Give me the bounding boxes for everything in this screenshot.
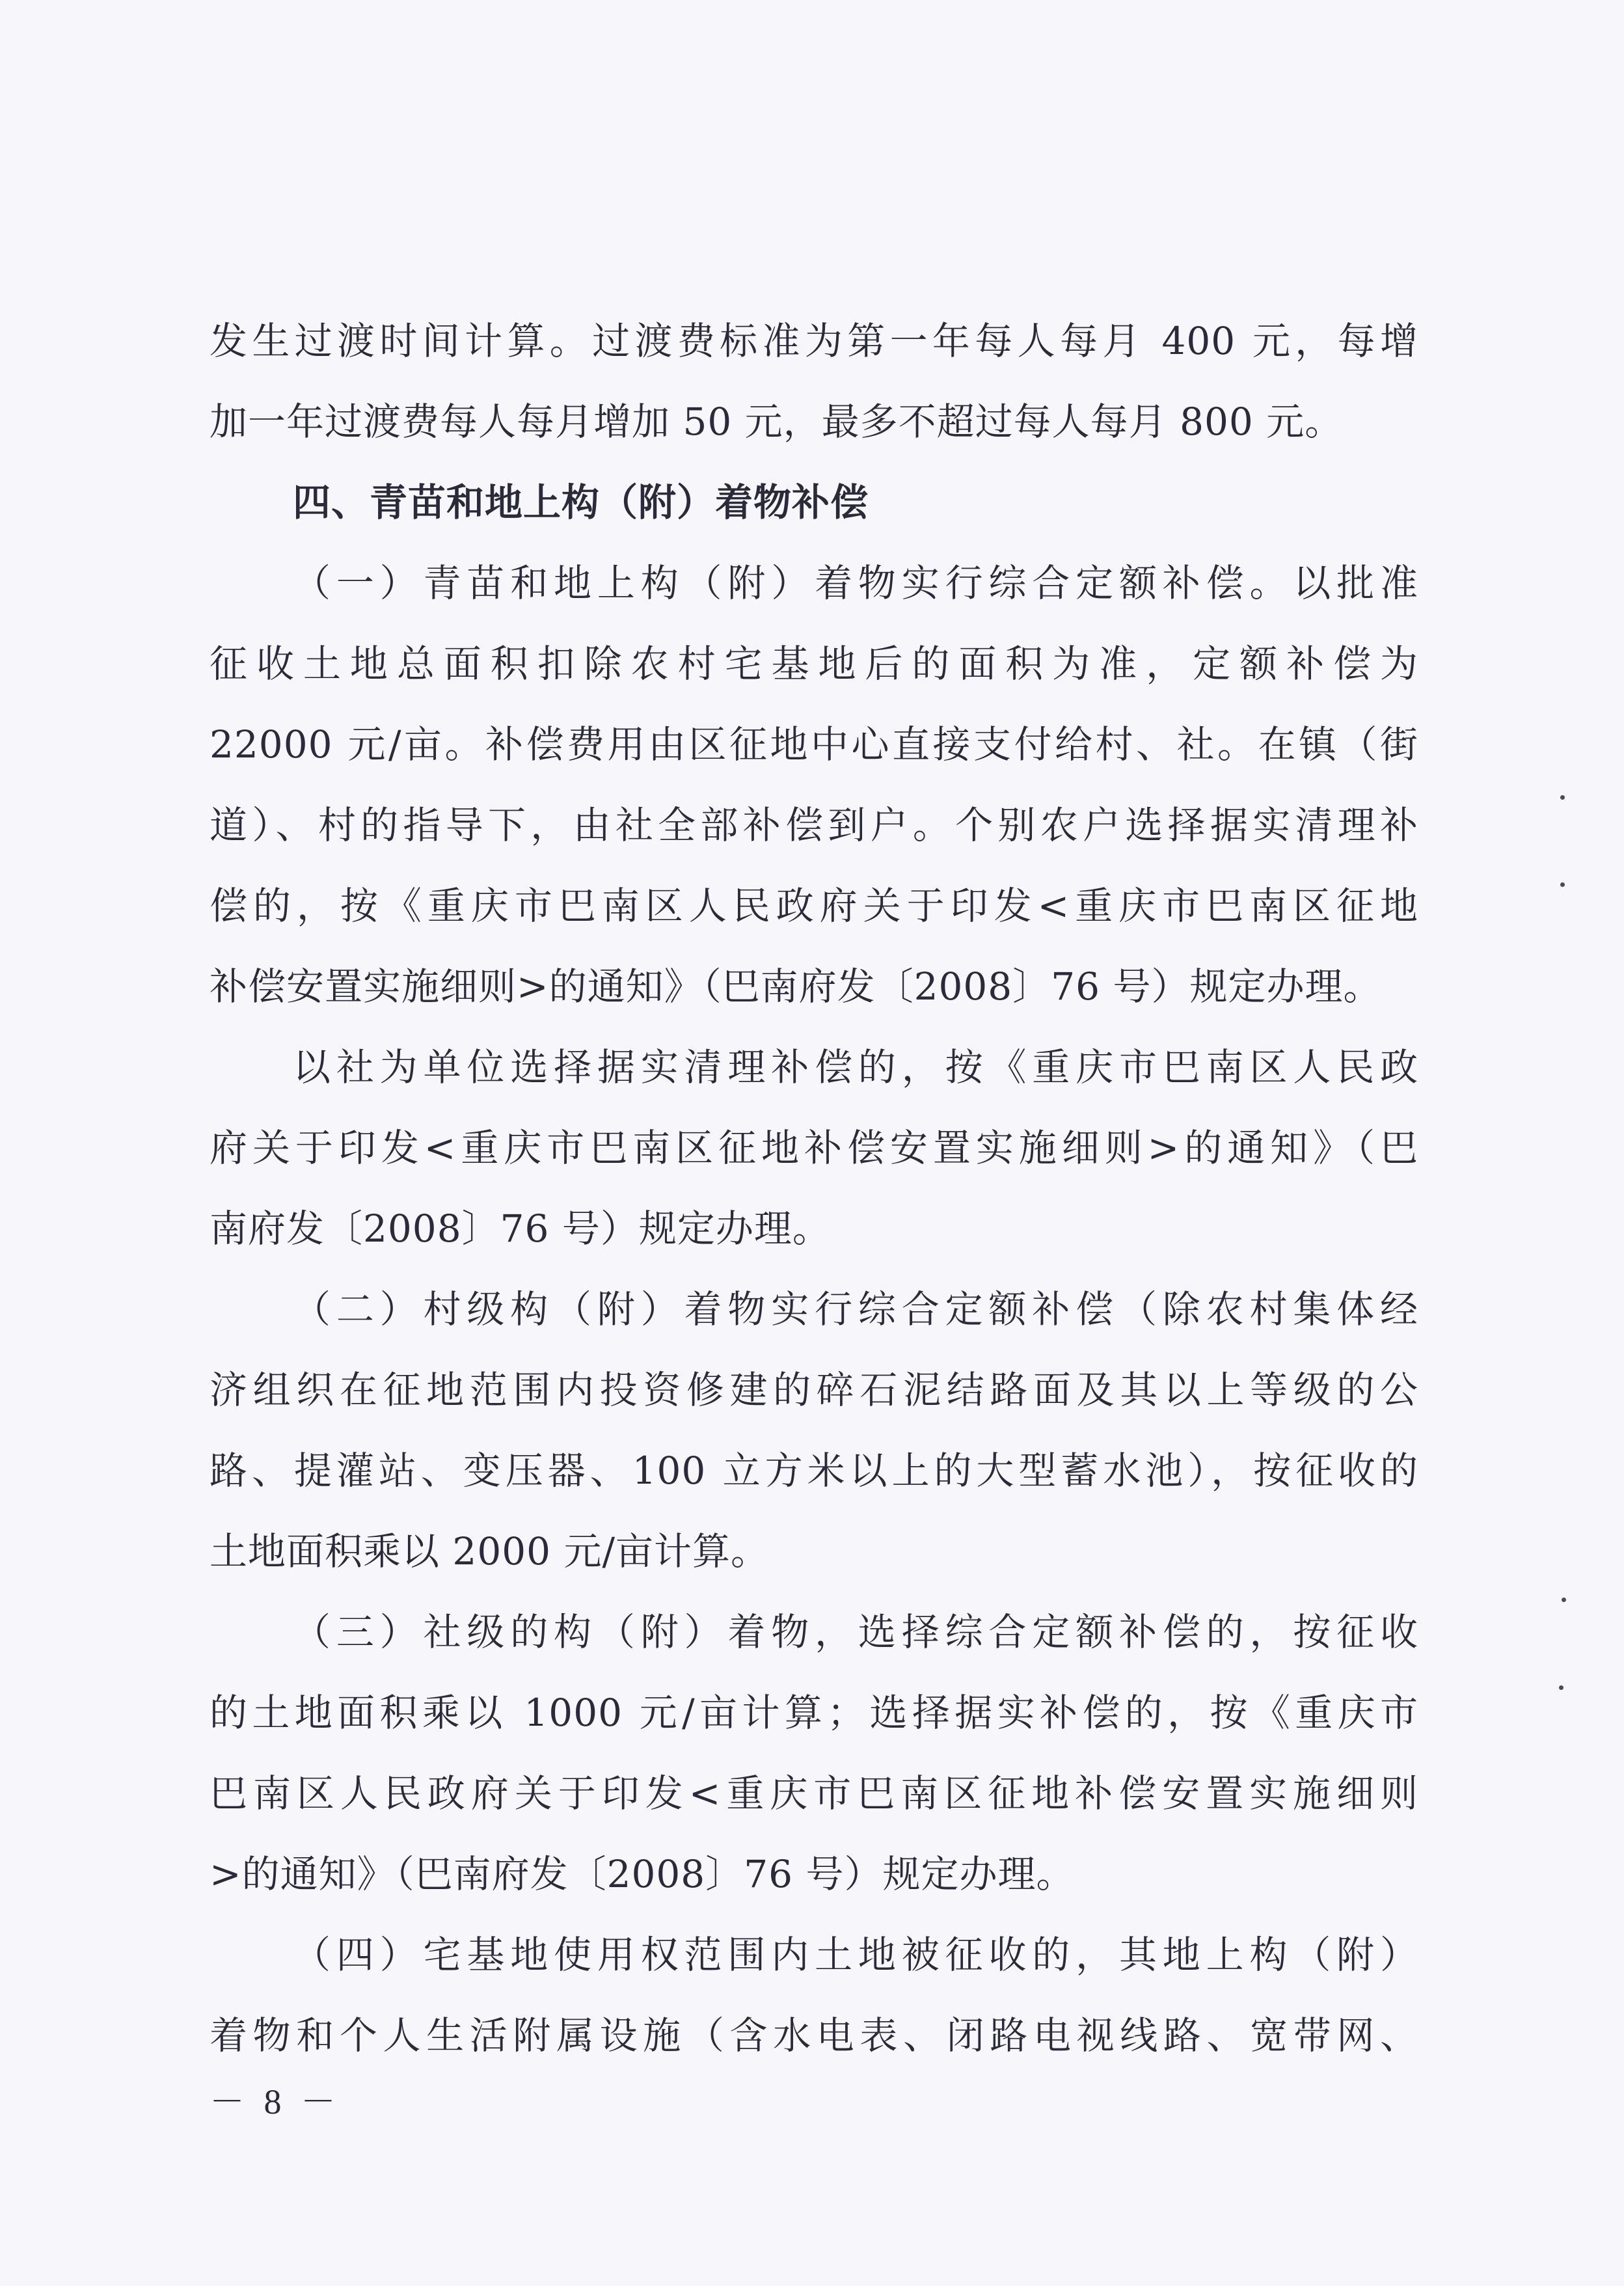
body-text xyxy=(210,301,1418,2076)
text-line: 发生过渡时间计算。过渡费标准为第一年每人每月 400 元，每增 xyxy=(210,319,1418,363)
text-line: 府关于印发<重庆市巴南区征地补偿安置实施细则>的通知》（巴 xyxy=(210,1126,1418,1170)
text-line: 土地面积乘以 2000 元/亩计算。 xyxy=(210,1529,770,1573)
scan-mark xyxy=(1560,882,1565,887)
text-line: 的土地面积乘以 1000 元/亩计算；选择据实补偿的，按《重庆市 xyxy=(210,1691,1418,1735)
scan-mark xyxy=(1560,795,1565,800)
text-line: 道）、村的指导下，由社全部补偿到户。个别农户选择据实清理补 xyxy=(210,803,1418,847)
text-line: （二）村级构（附）着物实行综合定额补偿（除农村集体经 xyxy=(293,1287,1418,1331)
text-line: 征收土地总面积扣除农村宅基地后的面积为准，定额补偿为 xyxy=(210,642,1418,686)
text-line: 着物和个人生活附属设施（含水电表、闭路电视线路、宽带网、 xyxy=(210,2013,1418,2058)
text-line: 南府发〔2008〕76 号）规定办理。 xyxy=(210,1206,831,1251)
text-line: 路、提灌站、变压器、100 立方米以上的大型蓄水池），按征收的 xyxy=(210,1449,1418,1493)
text-line: 以社为单位选择据实清理补偿的，按《重庆市巴南区人民政 xyxy=(293,1045,1418,1089)
scan-mark xyxy=(1559,1685,1563,1690)
text-line: （一）青苗和地上构（附）着物实行综合定额补偿。以批准 xyxy=(293,561,1418,605)
scan-mark xyxy=(1562,1598,1566,1602)
page-number: － 8 － xyxy=(210,2082,341,2121)
text-line: 22000 元/亩。补偿费用由区征地中心直接支付给村、社。在镇（街 xyxy=(210,722,1418,767)
text-line: 巴南区人民政府关于印发<重庆市巴南区征地补偿安置实施细则 xyxy=(210,1771,1418,1816)
section-heading: 四、青苗和地上构（附）着物补偿 xyxy=(293,480,869,524)
text-line: >的通知》（巴南府发〔2008〕76 号）规定办理。 xyxy=(210,1852,1075,1896)
text-line: 加一年过渡费每人每月增加 50 元，最多不超过每人每月 800 元。 xyxy=(210,400,1344,444)
text-line: 济组织在征地范围内投资修建的碎石泥结路面及其以上等级的公 xyxy=(210,1368,1418,1412)
text-line: 偿的，按《重庆市巴南区人民政府关于印发<重庆市巴南区征地 xyxy=(210,884,1418,928)
text-line: （三）社级的构（附）着物，选择综合定额补偿的，按征收 xyxy=(293,1610,1418,1654)
text-line: （四）宅基地使用权范围内土地被征收的，其地上构（附） xyxy=(293,1933,1418,1977)
text-line: 补偿安置实施细则>的通知》（巴南府发〔2008〕76 号）规定办理。 xyxy=(210,964,1382,1009)
